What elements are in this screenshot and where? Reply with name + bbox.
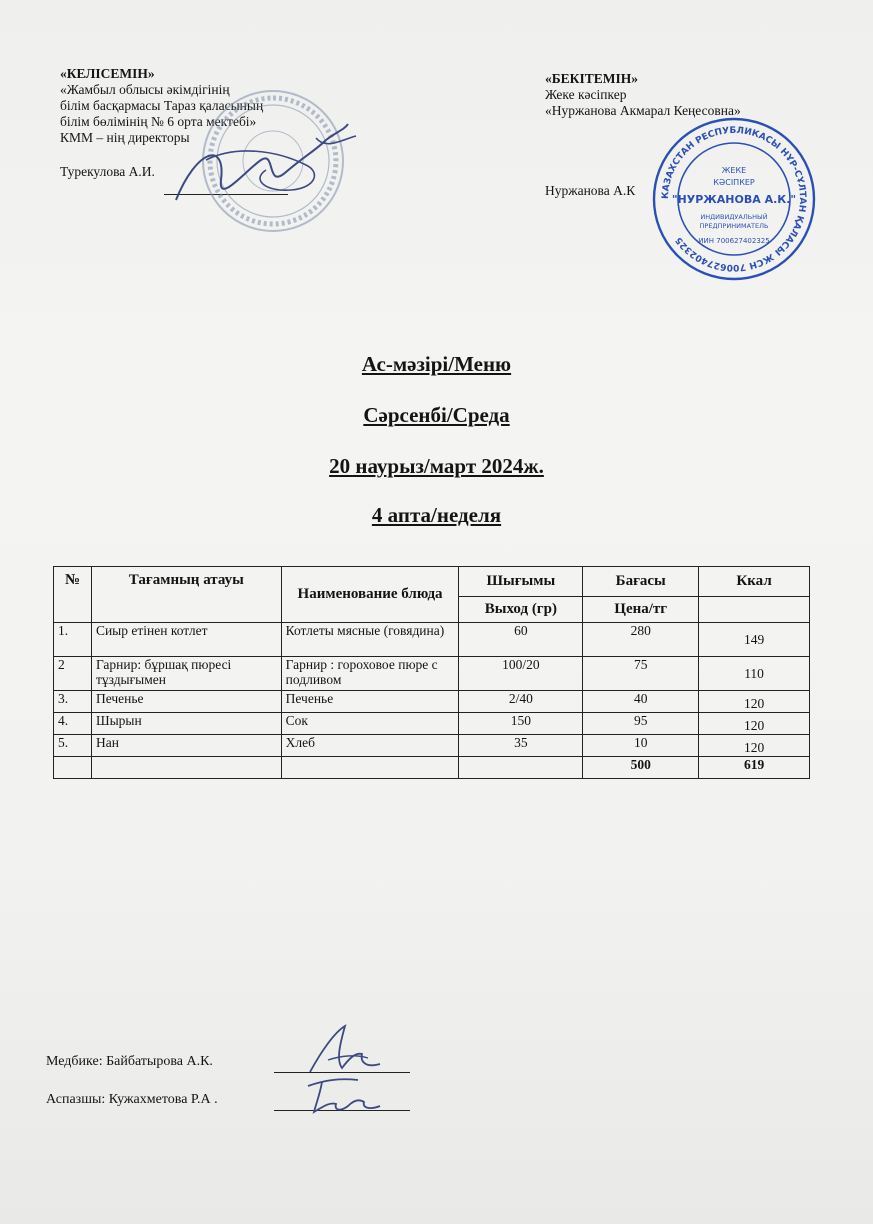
seal-text-sub1: ИНДИВИДУАЛЬНЫЙ <box>700 213 768 221</box>
week-heading: 4 апта/неделя <box>371 503 502 527</box>
row-name-ru: Котлеты мясные (говядина) <box>281 623 459 657</box>
menu-table <box>53 566 810 779</box>
row-name-kz: Гарнир: бұршақ пюресі тұздығымен <box>91 657 281 691</box>
nurse-signature-icon <box>300 1020 390 1080</box>
row-yield: 2/40 <box>459 691 583 713</box>
row-name-kz: Нан <box>91 735 281 757</box>
header-price-kz: Бағасы <box>583 567 699 597</box>
row-num: 2 <box>54 657 92 691</box>
table-total-row <box>54 757 810 779</box>
seal-text-iin: ИИН 700627402325 <box>698 237 770 245</box>
header-price-ru: Цена/тг <box>583 597 699 623</box>
row-price: 95 <box>583 713 699 735</box>
approval-left-line: «Жамбыл облысы әкімдігінің <box>60 82 230 97</box>
seal-text-top: ЖЕКЕ <box>721 166 747 175</box>
approval-right-signer-row <box>545 183 635 199</box>
row-num: 1. <box>54 623 92 657</box>
row-name-ru: Печенье <box>281 691 459 713</box>
approval-left-title: «КЕЛІСЕМІН» <box>60 66 155 81</box>
director-signature-icon <box>166 110 366 220</box>
row-yield: 100/20 <box>459 657 583 691</box>
row-price: 40 <box>583 691 699 713</box>
row-name-kz: Шырын <box>91 713 281 735</box>
row-name-ru: Сок <box>281 713 459 735</box>
total-empty-cell <box>54 757 92 779</box>
row-num: 5. <box>54 735 92 757</box>
total-empty-cell <box>91 757 281 779</box>
row-kcal: 120 <box>699 713 810 735</box>
header-kcal: Ккал <box>699 567 810 597</box>
row-kcal: 120 <box>699 691 810 713</box>
row-kcal: 120 <box>699 735 810 757</box>
seal-text-name: "НУРЖАНОВА А.К." <box>671 193 797 206</box>
row-price: 10 <box>583 735 699 757</box>
approval-left-line: білім басқармасы Тараз қаласының <box>60 98 264 113</box>
approval-right-signer: Нуржанова А.К <box>545 183 636 198</box>
row-name-ru: Гарнир : гороховое пюре с подливом <box>281 657 459 691</box>
row-kcal: 110 <box>699 657 810 691</box>
nurse-signature-label: Медбике: Байбатырова А.К. <box>46 1054 213 1069</box>
total-empty-cell <box>459 757 583 779</box>
table-row <box>54 713 810 735</box>
table-row <box>54 623 810 657</box>
approval-right-line: «Нуржанова Акмарал Кеңесовна» <box>545 103 741 118</box>
row-name-kz: Печенье <box>91 691 281 713</box>
row-price: 75 <box>583 657 699 691</box>
row-yield: 35 <box>459 735 583 757</box>
approval-left-signer: Турекулова А.И. <box>60 164 155 179</box>
seal-text-mid: КӘСІПКЕР <box>713 178 755 187</box>
cook-signature-icon <box>300 1072 390 1122</box>
cook-signature-label: Аспазшы: Кужахметова Р.А . <box>46 1092 218 1107</box>
row-yield: 150 <box>459 713 583 735</box>
table-header-row <box>54 567 810 597</box>
row-num: 3. <box>54 691 92 713</box>
header-kcal-empty <box>699 597 810 623</box>
row-kcal: 149 <box>699 623 810 657</box>
header-num: № <box>54 567 92 623</box>
header-yield-kz: Шығымы <box>459 567 583 597</box>
table-row <box>54 735 810 757</box>
header-yield-ru: Выход (гр) <box>459 597 583 623</box>
approval-right-line: Жеке кәсіпкер <box>545 87 627 102</box>
entrepreneur-seal-icon <box>650 115 818 283</box>
header-name-ru: Наименование блюда <box>281 567 459 623</box>
row-name-kz: Сиыр етінен котлет <box>91 623 281 657</box>
table-row <box>54 657 810 691</box>
total-price: 500 <box>583 757 699 779</box>
header-name-kz: Тағамның атауы <box>91 567 281 623</box>
date-heading: 20 наурыз/март 2024ж. <box>329 454 544 478</box>
day-heading: Сәрсенбі/Среда <box>363 403 510 427</box>
row-price: 280 <box>583 623 699 657</box>
seal-text-sub2: ПРЕДПРИНИМАТЕЛЬ <box>699 222 769 230</box>
seal-ring-text: КАЗАХСТАН РЕСПУБЛИКАСЫ НҰР-СҰЛТАН ҚАЛАСЫ ЖСН 700627402325 <box>660 125 808 273</box>
total-kcal: 619 <box>699 757 810 779</box>
approval-left-line: білім бөлімінің № 6 орта мектебі» <box>60 114 257 129</box>
row-name-ru: Хлеб <box>281 735 459 757</box>
approval-left-line: КММ – нің директоры <box>60 130 190 145</box>
total-empty-cell <box>281 757 459 779</box>
menu-heading: Ас-мәзірі/Меню <box>361 352 512 376</box>
row-num: 4. <box>54 713 92 735</box>
table-row <box>54 691 810 713</box>
approval-right <box>545 71 741 119</box>
row-yield: 60 <box>459 623 583 657</box>
approval-right-title: «БЕКІТЕМІН» <box>545 71 638 86</box>
